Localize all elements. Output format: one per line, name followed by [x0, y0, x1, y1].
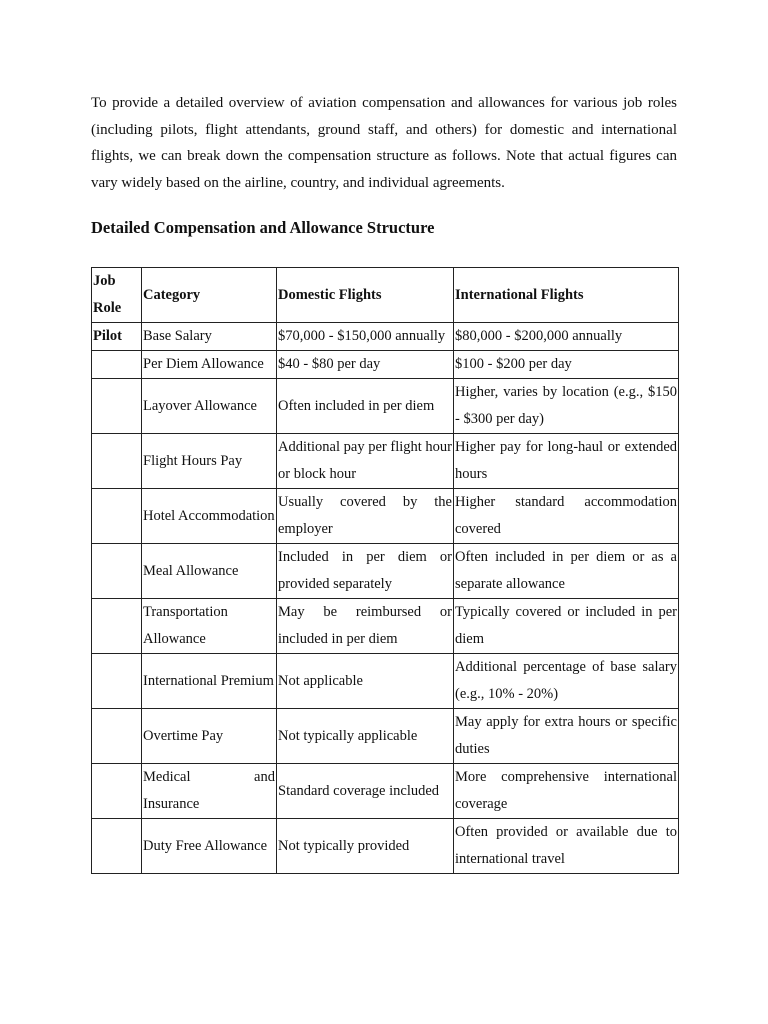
cell-international: Often included in per diem or as a separate allowance [454, 544, 679, 599]
cell-domestic: Not typically provided [277, 819, 454, 874]
cell-international: More comprehensive international coverage [454, 764, 679, 819]
cell-international: Often provided or available due to international travel [454, 819, 679, 874]
cell-job-role [92, 764, 142, 819]
table-row [92, 544, 679, 599]
compensation-table [91, 267, 679, 874]
cell-category: Medical and Insurance [142, 764, 277, 819]
cell-international: $80,000 - $200,000 annually [454, 323, 679, 351]
header-domestic-flights: Domestic Flights [277, 268, 454, 323]
cell-domestic: Usually covered by the employer [277, 489, 454, 544]
cell-job-role [92, 351, 142, 379]
table-header-row [92, 268, 679, 323]
cell-category: Hotel Accommodation [142, 489, 277, 544]
table-row [92, 379, 679, 434]
cell-domestic: Included in per diem or provided separately [277, 544, 454, 599]
cell-job-role [92, 654, 142, 709]
header-job-role: Job Role [92, 268, 142, 323]
cell-international: $100 - $200 per day [454, 351, 679, 379]
table-row [92, 709, 679, 764]
cell-domestic: Additional pay per flight hour or block hour [277, 434, 454, 489]
cell-international: May apply for extra hours or specific duties [454, 709, 679, 764]
cell-job-role: Pilot [92, 323, 142, 351]
cell-domestic: Often included in per diem [277, 379, 454, 434]
intro-paragraph: To provide a detailed overview of aviation compensation and allowances for various job roles (including pilots, flight attendants, ground staff, and others) for domestic and international flights, we can break down the compensation structure as follows. Note that actual figures can vary widely based on the airline, country, and individual agreements. [91, 95, 677, 191]
cell-international: Higher pay for long-haul or extended hours [454, 434, 679, 489]
cell-category: Transportation Allowance [142, 599, 277, 654]
cell-category: Layover Allowance [142, 379, 277, 434]
cell-international: Higher, varies by location (e.g., $150 - $300 per day) [454, 379, 679, 434]
cell-job-role [92, 489, 142, 544]
table-row [92, 323, 679, 351]
cell-job-role [92, 599, 142, 654]
cell-international: Additional percentage of base salary (e.g., 10% - 20%) [454, 654, 679, 709]
table-row [92, 764, 679, 819]
cell-category: Meal Allowance [142, 544, 277, 599]
cell-international: Higher standard accommodation covered [454, 489, 679, 544]
cell-domestic: $70,000 - $150,000 annually [277, 323, 454, 351]
section-heading: Detailed Compensation and Allowance Structure [91, 218, 435, 237]
table-row [92, 489, 679, 544]
header-international-flights: International Flights [454, 268, 679, 323]
cell-domestic: May be reimbursed or included in per diem [277, 599, 454, 654]
header-category: Category [142, 268, 277, 323]
cell-job-role [92, 544, 142, 599]
cell-domestic: Standard coverage included [277, 764, 454, 819]
cell-job-role [92, 379, 142, 434]
cell-job-role [92, 434, 142, 489]
table-row [92, 434, 679, 489]
cell-category: Flight Hours Pay [142, 434, 277, 489]
table-row [92, 351, 679, 379]
cell-category: Overtime Pay [142, 709, 277, 764]
document-page [91, 90, 677, 867]
table-row [92, 599, 679, 654]
cell-category: International Premium [142, 654, 277, 709]
cell-international: Typically covered or included in per diem [454, 599, 679, 654]
cell-domestic: Not typically applicable [277, 709, 454, 764]
cell-job-role [92, 819, 142, 874]
cell-category: Duty Free Allowance [142, 819, 277, 874]
cell-job-role [92, 709, 142, 764]
cell-domestic: Not applicable [277, 654, 454, 709]
cell-category: Per Diem Allowance [142, 351, 277, 379]
table-row [92, 654, 679, 709]
cell-domestic: $40 - $80 per day [277, 351, 454, 379]
cell-category: Base Salary [142, 323, 277, 351]
table-row [92, 819, 679, 874]
